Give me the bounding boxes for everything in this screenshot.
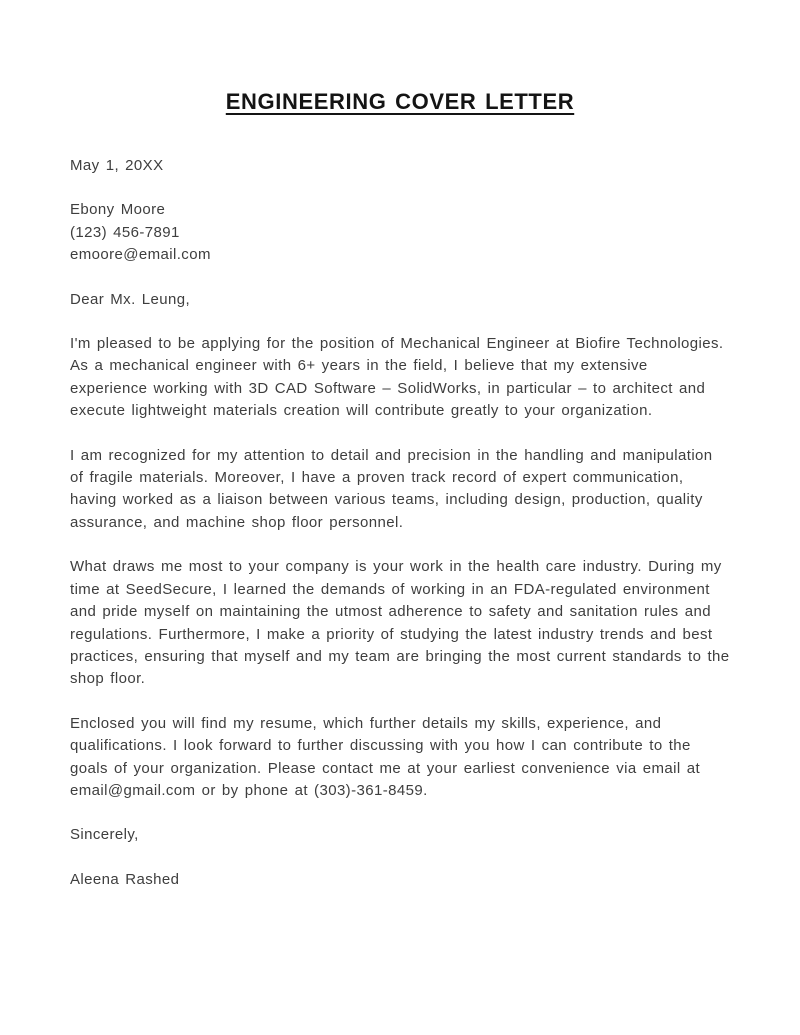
document-title-text: ENGINEERING COVER LETTER [225, 89, 575, 114]
body-paragraph-3: What draws me most to your company is your work in the health care industry. During my time at SeedSecure, I learned the demands of working in an FDA-regulated environment and pride myself on maintaining the utmost adherence to safety and sanitation rules and regulations. Furthermore, I make a priority of studying the latest industry trends and best practices, ensuring that myself and my team are bringing the most current standards to the shop floor. [70, 558, 730, 688]
sender-name: Ebony Moore [70, 201, 166, 219]
salutation: Dear Mx. Leung, [70, 290, 191, 308]
document-title [70, 88, 730, 115]
sender-phone: (123) 456-7891 [70, 223, 180, 241]
body-paragraph-1: I'm pleased to be applying for the position of Mechanical Engineer at Biofire Technologies. As a mechanical engineer with 6+ years in the field, I believe that my extensive experience working with 3D CAD Software – SolidWorks, in particular – to architect and execute lightweight materials creation will contribute greatly to your organization. [70, 335, 724, 420]
body-paragraph-4: Enclosed you will find my resume, which further details my skills, experience, and qualifications. I look forward to further discussing with you how I can contribute to the goals of your organization. Please contact me at your earliest convenience via email at email@gmail.com or by phone at (303)-361-8459. [70, 714, 701, 799]
body-paragraph-2: I am recognized for my attention to detail and precision in the handling and manipulation of fragile materials. Moreover, I have a proven track record of expert communication, having worked as a liaison between various teams, including design, production, quality assurance, and machine shop floor personnel. [70, 446, 713, 531]
closing: Sincerely, [70, 826, 139, 844]
sender-contact-block [70, 199, 730, 266]
date-line: May 1, 20XX [70, 157, 164, 174]
sender-email: emoore@email.com [70, 246, 211, 264]
signature-name: Aleena Rashed [70, 870, 180, 888]
